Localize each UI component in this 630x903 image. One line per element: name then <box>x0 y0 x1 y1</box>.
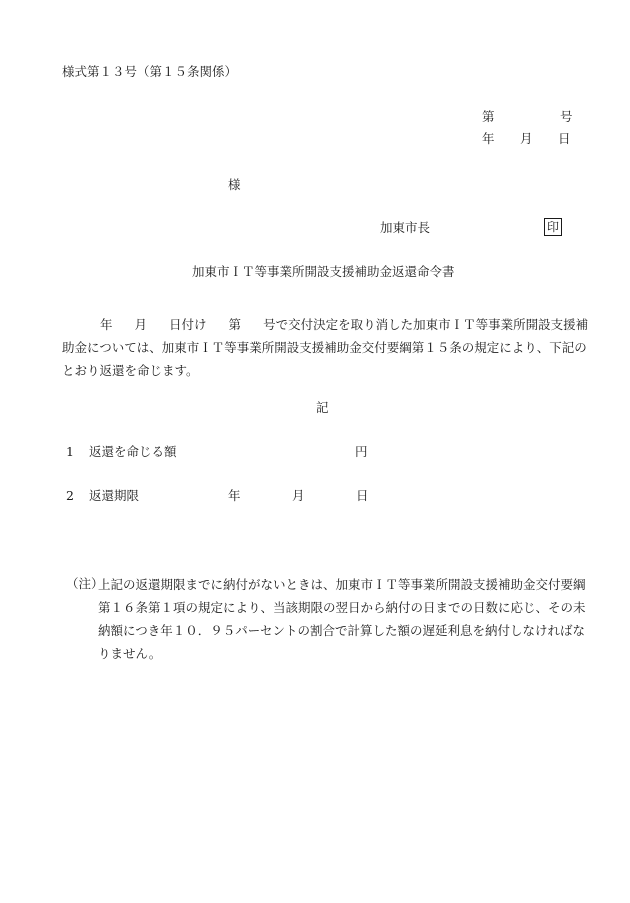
issuer-name: 加東市長 <box>380 220 431 235</box>
issue-date-day: 日 <box>558 131 571 146</box>
issue-date-year: 年 <box>482 131 495 146</box>
body-month: 月 <box>134 317 148 332</box>
item-number: 2 <box>66 488 74 503</box>
deadline-day: 日 <box>356 488 369 503</box>
document-title: 加東市ＩＴ等事業所開設支援補助金返還命令書 <box>192 264 455 279</box>
item-label-deadline: 返還期限 <box>89 488 140 503</box>
item-unit-yen: 円 <box>355 444 368 459</box>
note-label: （注） <box>66 576 104 591</box>
document-number-prefix: 第 <box>482 109 495 124</box>
body-number-prefix: 第 <box>228 317 242 332</box>
note-text: 上記の返還期限までに納付がないときは、加東市ＩＴ等事業所開設支援補助金交付要綱第１６条第１項の規定により、当該期限の翌日から納付の日までの日数に応じ、その未納額につき年１０．９５パーセントの割合で計算した額の遅延利息を納付しなければなりません。 <box>98 577 586 661</box>
issue-date-month: 月 <box>520 131 533 146</box>
form-number: 様式第１３号（第１５条関係） <box>62 64 238 79</box>
addressee-honorific: 様 <box>228 177 241 192</box>
item-number: 1 <box>66 444 74 459</box>
body-year: 年 <box>100 317 113 332</box>
document-number-suffix: 号 <box>560 109 573 124</box>
deadline-year: 年 <box>228 488 241 503</box>
item-label-amount: 返還を命じる額 <box>89 444 177 459</box>
ki-heading: 記 <box>316 400 329 415</box>
deadline-month: 月 <box>292 488 305 503</box>
seal-box: 印 <box>544 218 562 236</box>
body-text: 号で交付決定を取り消した加東市ＩＴ等事業所開設支援補助金については、加東市ＩＴ等事業所開設支援補助金交付要綱第１５条の規定により、下記のとおり返還を命じます。 <box>62 317 589 378</box>
body-day-dated: 日付け <box>169 317 207 332</box>
body-paragraph <box>62 313 592 382</box>
